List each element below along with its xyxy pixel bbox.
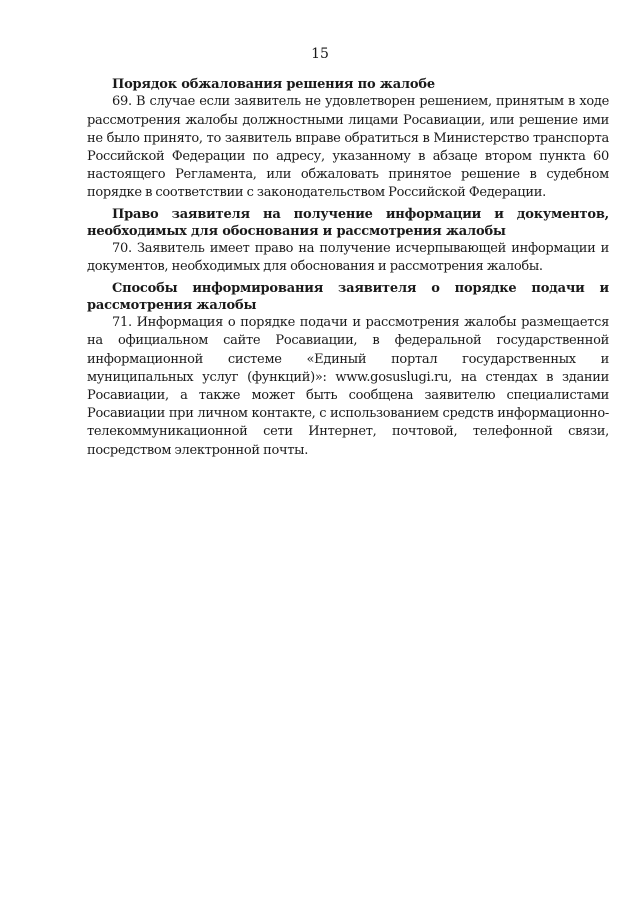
paragraph-69: 69. В случае если заявитель не удовлетворен решением, принятым в ходе рассмотрения жалобы должностными лицами Росавиации, или решение ими не было принято, то заявитель вправе обратиться в Министерство транспорта Российской Федерации по адресу, указанному в абзаце втором пункта 60 настоящего Регламента, или обжаловать принятое решение в судебном порядке в соответствии с законодательством Российской Федерации. bbox=[87, 94, 609, 201]
section-heading-right-to-information: Право заявителя на получение информации и документов, необходимых для обоснования и рассмотрения жалобы bbox=[87, 206, 609, 239]
section-heading-informing-methods: Способы информирования заявителя о порядке подачи и рассмотрения жалобы bbox=[87, 280, 609, 313]
section-heading-appeal-procedure: Порядок обжалования решения по жалобе bbox=[112, 77, 435, 92]
paragraph-71: 71. Информация о порядке подачи и рассмотрения жалобы размещается на официальном сайте Росавиации, в федеральной государственной информационной системе «Единый портал государственных и муниципальных услуг (функций)»: www.gosuslugi.ru, на стендах в здании Росавиации, а также может быть сообщена заявителю специалистами Росавиации при личном контакте, с использованием средств информационно-телекоммуникационной сети Интернет, почтовой, телефонной связи, посредством электронной почты. bbox=[87, 315, 609, 458]
paragraph-70: 70. Заявитель имеет право на получение исчерпывающей информации и документов, необходимых для обоснования и рассмотрения жалобы. bbox=[87, 241, 609, 275]
page-number: 15 bbox=[311, 46, 329, 62]
document-body bbox=[87, 76, 609, 463]
